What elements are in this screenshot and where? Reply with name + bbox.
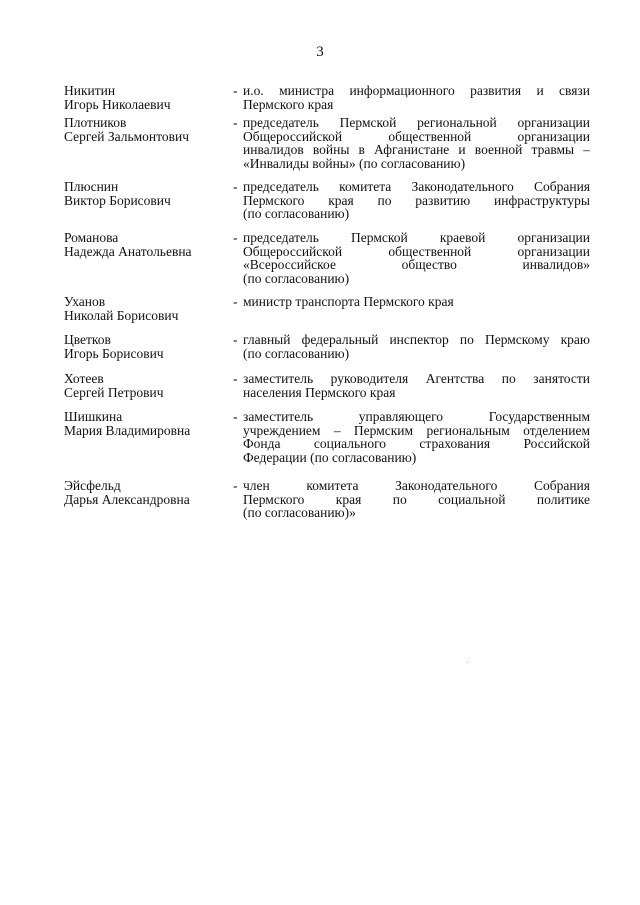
description-line: председатель Пермской региональной организации bbox=[243, 115, 590, 130]
surname: Хотеев bbox=[64, 371, 104, 386]
position-description bbox=[243, 180, 590, 221]
given-names: Игорь Борисович bbox=[64, 345, 164, 361]
description-line: заместитель руководителя Агентства по занятости bbox=[243, 371, 590, 386]
page-number: 3 bbox=[316, 44, 324, 60]
surname: Эйсфельд bbox=[64, 478, 121, 493]
surname: Шишкина bbox=[64, 409, 123, 424]
person-name bbox=[64, 116, 229, 143]
position-description bbox=[243, 116, 590, 170]
given-names: Сергей Петрович bbox=[64, 384, 164, 400]
surname: Плотников bbox=[64, 115, 127, 130]
position-description bbox=[243, 479, 590, 520]
surname: Плюснин bbox=[64, 179, 119, 194]
given-names: Дарья Александровна bbox=[64, 491, 190, 507]
person-name bbox=[64, 84, 229, 111]
description-line: Пермского края bbox=[243, 96, 334, 112]
given-names: Виктор Борисович bbox=[64, 192, 171, 208]
description-line: Общероссийской общественной организации bbox=[243, 128, 590, 144]
dash: - bbox=[233, 83, 238, 98]
description-line: населения Пермского края bbox=[243, 384, 396, 400]
dash: - bbox=[233, 371, 238, 386]
person-name bbox=[64, 410, 229, 437]
description-line: инвалидов войны в Афганистане и военной травмы – bbox=[243, 142, 590, 157]
description-line: (по согласованию) bbox=[243, 270, 350, 286]
given-names: Надежда Анатольевна bbox=[64, 243, 192, 259]
description-line: Фонда социального страхования Российской bbox=[243, 436, 590, 451]
dash: - bbox=[233, 332, 238, 347]
description-line: (по согласованию) bbox=[243, 206, 350, 221]
description-line: Общероссийской общественной организации bbox=[243, 243, 590, 259]
description-line: (по согласованию)» bbox=[243, 505, 356, 520]
description-line: заместитель управляющего Государственным bbox=[243, 409, 590, 424]
person-name bbox=[64, 180, 229, 207]
description-line: член комитета Законодательного Собрания bbox=[243, 478, 590, 493]
given-names: Мария Владимировна bbox=[64, 422, 191, 438]
surname: Романова bbox=[64, 230, 119, 245]
position-description bbox=[243, 295, 590, 309]
description-line: Пермского края по развитию инфраструктуры bbox=[243, 192, 590, 208]
description-line: председатель Пермской краевой организации bbox=[243, 230, 590, 245]
description-line: (по согласованию) bbox=[243, 345, 350, 361]
description-line: и.о. министра информационного развития и связи bbox=[243, 83, 590, 98]
description-line: «Инвалиды войны» (по согласованию) bbox=[243, 155, 466, 171]
person-name bbox=[64, 372, 229, 399]
description-line: «Всероссийское общество инвалидов» bbox=[243, 257, 590, 272]
position-description bbox=[243, 333, 590, 360]
description-line: Федерации (по согласованию) bbox=[243, 449, 417, 465]
given-names: Николай Борисович bbox=[64, 307, 179, 323]
person-name bbox=[64, 479, 229, 506]
scan-speck bbox=[467, 662, 468, 663]
surname: Никитин bbox=[64, 83, 116, 98]
given-names: Сергей Зальмонтович bbox=[64, 128, 190, 144]
position-description bbox=[243, 231, 590, 285]
description-line: председатель комитета Законодательного Собрания bbox=[243, 179, 590, 194]
dash: - bbox=[233, 409, 238, 424]
position-description bbox=[243, 410, 590, 464]
description-line: министр транспорта Пермского края bbox=[243, 294, 454, 309]
dash: - bbox=[233, 179, 238, 194]
description-line: главный федеральный инспектор по Пермскому краю bbox=[243, 332, 590, 347]
description-line: учреждением – Пермским региональным отделением bbox=[243, 422, 590, 438]
person-name bbox=[64, 295, 229, 322]
surname: Уханов bbox=[64, 294, 106, 309]
given-names: Игорь Николаевич bbox=[64, 96, 171, 112]
person-name bbox=[64, 333, 229, 360]
surname: Цветков bbox=[64, 332, 111, 347]
dash: - bbox=[233, 230, 238, 245]
person-name bbox=[64, 231, 229, 258]
position-description bbox=[243, 372, 590, 399]
dash: - bbox=[233, 294, 238, 309]
position-description bbox=[243, 84, 590, 111]
description-line: Пермского края по социальной политике bbox=[243, 491, 590, 507]
dash: - bbox=[233, 478, 238, 493]
dash: - bbox=[233, 115, 238, 130]
